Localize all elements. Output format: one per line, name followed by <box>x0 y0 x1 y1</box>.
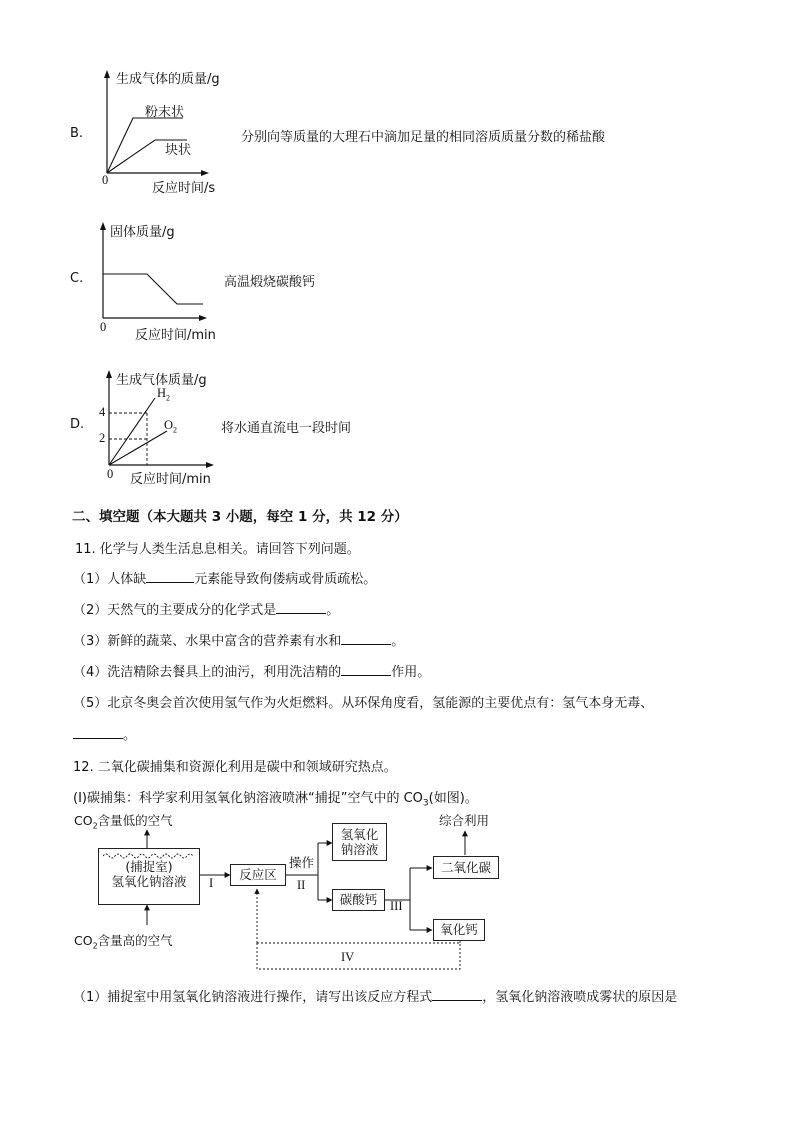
graph-d-ylabel: 生成气体质量/g <box>116 373 207 388</box>
q12-subsection-1: (Ⅰ)碳捕集：科学家利用氢氧化钠溶液喷淋“捕捉”空气中的 $CO_3$(如图)。 <box>73 791 478 809</box>
comprehensive-use-label: 综合利用 <box>439 813 490 828</box>
graph-b-origin: 0 <box>102 173 109 187</box>
q11-part-3: （3）新鲜的蔬菜、水果中富含的营养素有水和 。 <box>73 634 405 649</box>
naoh-solution-box: 氢氧化 钠溶液 <box>332 823 387 861</box>
calcium-carbonate-box: 碳酸钙 <box>332 889 385 911</box>
q11-part-4: （4）洗洁精除去餐具上的油污，利用洗洁精的 作用。 <box>73 665 431 680</box>
flow-step-2: II <box>297 878 306 892</box>
q11-stem: 11. 化学与人类生活息息相关。请回答下列问题。 <box>75 542 360 557</box>
graph-b-xlabel: 反应时间/s <box>152 181 216 196</box>
graph-d-h2-label: $H_2$ <box>157 386 171 403</box>
flow-low-co2-air: $CO_2$含量低的空气 <box>74 813 173 831</box>
flow-operation-label: 操作 <box>289 855 315 870</box>
flow-step-4: IV <box>341 950 355 964</box>
capture-chamber <box>98 848 200 905</box>
graph-d-tick-2: 2 <box>99 431 106 445</box>
option-d-description: 将水通直流电一段时间 <box>221 421 352 436</box>
q12-stem: 12. 二氧化碳捕集和资源化利用是碳中和领域研究热点。 <box>73 760 397 775</box>
q12-part-1: （1）捕捉室中用氢氧化钠溶液进行操作，请写出该反应方程式 ，氢氧化钠溶液喷成雾状的原因是 <box>73 990 678 1005</box>
o2-line <box>109 431 167 465</box>
h2-line <box>109 398 155 465</box>
carbon-dioxide-box: 二氧化碳 <box>433 856 499 879</box>
reaction-zone-box: 反应区 <box>230 864 286 886</box>
option-b-description: 分别向等质量的大理石中滴加足量的相同溶质质量分数的稀盐酸 <box>241 130 606 145</box>
graph-d-tick-4: 4 <box>99 405 106 419</box>
flow-step-3: III <box>390 899 403 913</box>
answer-blank[interactable] <box>73 737 123 739</box>
answer-blank[interactable] <box>432 999 482 1001</box>
answer-blank[interactable] <box>341 643 391 645</box>
q11-part-5: （5）北京冬奥会首次使用氢气作为火炬燃料。从环保角度看，氢能源的主要优点有：氢气本身无毒、 <box>73 696 654 711</box>
solid-mass-curve <box>103 274 203 304</box>
q11-part-1: （1）人体缺 元素能导致佝偻病或骨质疏松。 <box>73 572 377 587</box>
graph-b-powder-label: 粉末状 <box>145 105 185 120</box>
section-2-heading: 二、填空题（本大题共 3 小题，每空 1 分，共 12 分） <box>72 509 408 525</box>
flow-step-1: I <box>209 876 214 890</box>
option-c-description: 高温煅烧碳酸钙 <box>224 275 316 290</box>
graph-b-ylabel: 生成气体的质量/g <box>116 72 220 87</box>
graph-c-origin: 0 <box>100 320 107 334</box>
option-d-label: D. <box>70 417 85 432</box>
chamber-solution-label: 氢氧化钠溶液 <box>111 874 187 889</box>
graph-c-xlabel: 反应时间/min <box>135 328 216 343</box>
chamber-label: (捕捉室) <box>125 859 173 874</box>
flow-high-co2-air: $CO_2$含量高的空气 <box>74 933 173 951</box>
answer-blank[interactable] <box>276 612 326 614</box>
calcium-oxide-box: 氧化钙 <box>433 919 485 941</box>
graph-b-block-label: 块状 <box>165 143 192 158</box>
answer-blank[interactable] <box>146 581 194 583</box>
graph-d-xlabel: 反应时间/min <box>130 472 211 487</box>
q11-part-2: （2）天然气的主要成分的化学式是 。 <box>73 603 340 618</box>
option-c-label: C. <box>70 271 84 286</box>
graph-d-origin: 0 <box>107 467 114 481</box>
graph-d-o2-label: $O_2$ <box>164 418 178 435</box>
spray-wave-icon <box>103 852 195 860</box>
answer-blank[interactable] <box>341 674 391 676</box>
option-b-label: B. <box>70 126 84 141</box>
graph-c-ylabel: 固体质量/g <box>110 225 175 240</box>
q11-part-5-continuation: 。 <box>73 724 136 743</box>
